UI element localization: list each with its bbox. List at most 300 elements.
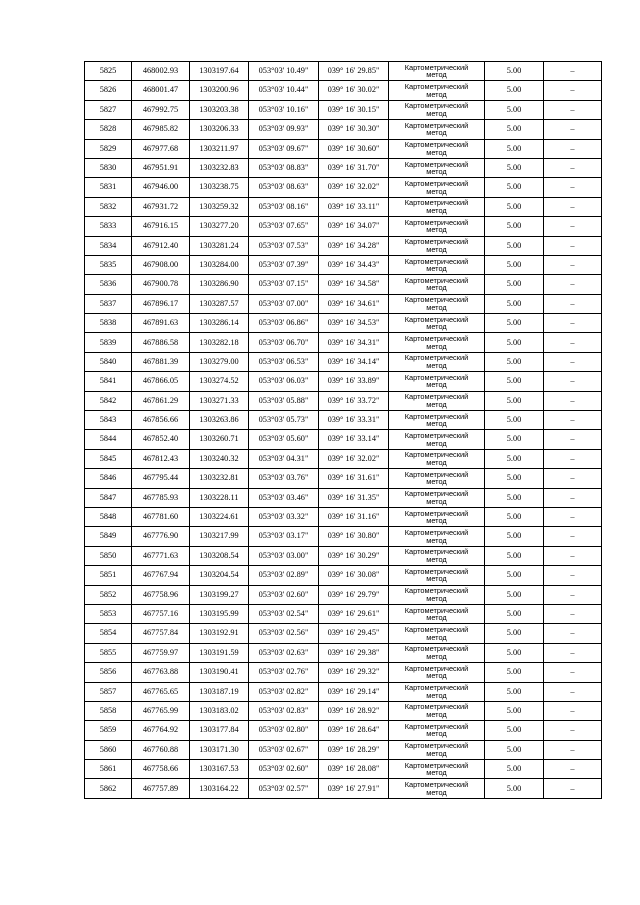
x-coordinate-cell: 467912.40 [132, 236, 190, 255]
method-line2: метод [426, 244, 447, 254]
method-line1: Картометрический [404, 508, 469, 518]
table-row [85, 469, 602, 488]
x-coordinate-cell: 467985.82 [132, 120, 190, 139]
longitude-cell: 039° 16' 31.16" [319, 507, 389, 526]
description-cell: – [544, 352, 602, 371]
x-coordinate-cell: 467758.66 [132, 760, 190, 779]
method-cell [389, 158, 485, 177]
point-number-cell: 5832 [85, 197, 132, 216]
point-number-cell: 5831 [85, 178, 132, 197]
x-coordinate-cell: 467992.75 [132, 100, 190, 119]
precision-cell: 5.00 [485, 663, 544, 682]
precision-cell: 5.00 [485, 721, 544, 740]
table-row [85, 546, 602, 565]
x-coordinate-cell: 467852.40 [132, 430, 190, 449]
method-cell [389, 430, 485, 449]
table-row [85, 779, 602, 798]
description-cell: – [544, 643, 602, 662]
longitude-cell: 039° 16' 30.60" [319, 139, 389, 158]
point-number-cell: 5859 [85, 721, 132, 740]
precision-cell: 5.00 [485, 178, 544, 197]
y-coordinate-cell: 1303274.52 [190, 372, 249, 391]
precision-cell: 5.00 [485, 100, 544, 119]
point-number-cell: 5828 [85, 120, 132, 139]
method-line1: Картометрический [404, 372, 469, 382]
longitude-cell: 039° 16' 30.30" [319, 120, 389, 139]
y-coordinate-cell: 1303238.75 [190, 178, 249, 197]
longitude-cell: 039° 16' 27.91" [319, 779, 389, 798]
description-cell: – [544, 178, 602, 197]
description-cell: – [544, 275, 602, 294]
y-coordinate-cell: 1303208.54 [190, 546, 249, 565]
x-coordinate-cell: 467866.05 [132, 372, 190, 391]
point-number-cell: 5847 [85, 488, 132, 507]
y-coordinate-cell: 1303197.64 [190, 62, 249, 81]
description-cell: – [544, 663, 602, 682]
method-line1: Картометрический [404, 256, 469, 266]
table-row [85, 158, 602, 177]
point-number-cell: 5844 [85, 430, 132, 449]
precision-cell: 5.00 [485, 352, 544, 371]
method-line1: Картометрический [404, 586, 469, 596]
method-cell [389, 624, 485, 643]
method-line1: Картометрический [404, 101, 469, 111]
longitude-cell: 039° 16' 29.45" [319, 624, 389, 643]
x-coordinate-cell: 467795.44 [132, 469, 190, 488]
latitude-cell: 053°03' 09.93" [249, 120, 319, 139]
precision-cell: 5.00 [485, 372, 544, 391]
longitude-cell: 039° 16' 32.02" [319, 449, 389, 468]
latitude-cell: 053°03' 06.70" [249, 333, 319, 352]
method-line1: Картометрический [404, 275, 469, 285]
table-body [85, 62, 602, 799]
precision-cell: 5.00 [485, 760, 544, 779]
precision-cell: 5.00 [485, 217, 544, 236]
latitude-cell: 053°03' 02.76" [249, 663, 319, 682]
latitude-cell: 053°03' 07.15" [249, 275, 319, 294]
method-line2: метод [426, 458, 447, 467]
latitude-cell: 053°03' 02.89" [249, 566, 319, 585]
precision-cell: 5.00 [485, 411, 544, 430]
x-coordinate-cell: 467763.88 [132, 663, 190, 682]
description-cell: – [544, 449, 602, 468]
point-number-cell: 5833 [85, 217, 132, 236]
method-cell [389, 333, 485, 352]
table-row [85, 740, 602, 759]
latitude-cell: 053°03' 02.67" [249, 740, 319, 759]
latitude-cell: 053°03' 02.83" [249, 701, 319, 720]
precision-cell: 5.00 [485, 585, 544, 604]
method-line1: Картометрический [404, 411, 469, 421]
longitude-cell: 039° 16' 29.14" [319, 682, 389, 701]
description-cell: – [544, 255, 602, 274]
y-coordinate-cell: 1303232.83 [190, 158, 249, 177]
description-cell: – [544, 507, 602, 526]
method-cell [389, 314, 485, 333]
latitude-cell: 053°03' 02.56" [249, 624, 319, 643]
method-line1: Картометрический [404, 527, 469, 537]
table-row [85, 62, 602, 81]
longitude-cell: 039° 16' 29.38" [319, 643, 389, 662]
method-cell [389, 411, 485, 430]
method-line1: Картометрический [404, 760, 469, 770]
description-cell: – [544, 624, 602, 643]
y-coordinate-cell: 1303204.54 [190, 566, 249, 585]
longitude-cell: 039° 16' 28.64" [319, 721, 389, 740]
x-coordinate-cell: 467908.00 [132, 255, 190, 274]
description-cell: – [544, 527, 602, 546]
y-coordinate-cell: 1303282.18 [190, 333, 249, 352]
latitude-cell: 053°03' 02.82" [249, 682, 319, 701]
point-number-cell: 5841 [85, 372, 132, 391]
table-row [85, 352, 602, 371]
x-coordinate-cell: 467977.68 [132, 139, 190, 158]
longitude-cell: 039° 16' 33.89" [319, 372, 389, 391]
table-row [85, 585, 602, 604]
method-cell [389, 275, 485, 294]
method-line2: метод [426, 128, 447, 138]
description-cell: – [544, 411, 602, 430]
y-coordinate-cell: 1303260.71 [190, 430, 249, 449]
method-line1: Картометрический [404, 721, 469, 731]
method-cell [389, 488, 485, 507]
point-number-cell: 5825 [85, 62, 132, 81]
method-cell [389, 643, 485, 662]
x-coordinate-cell: 467896.17 [132, 294, 190, 313]
y-coordinate-cell: 1303192.91 [190, 624, 249, 643]
precision-cell: 5.00 [485, 507, 544, 526]
method-line1: Картометрический [404, 624, 469, 634]
precision-cell: 5.00 [485, 197, 544, 216]
x-coordinate-cell: 467891.63 [132, 314, 190, 333]
x-coordinate-cell: 468002.93 [132, 62, 190, 81]
precision-cell: 5.00 [485, 236, 544, 255]
description-cell: – [544, 721, 602, 740]
method-line2: метод [426, 147, 447, 157]
longitude-cell: 039° 16' 29.32" [319, 663, 389, 682]
longitude-cell: 039° 16' 32.02" [319, 178, 389, 197]
x-coordinate-cell: 467760.88 [132, 740, 190, 759]
x-coordinate-cell: 467785.93 [132, 488, 190, 507]
method-line2: метод [426, 593, 447, 603]
method-line2: метод [426, 729, 447, 739]
x-coordinate-cell: 467886.58 [132, 333, 190, 352]
y-coordinate-cell: 1303164.22 [190, 779, 249, 798]
description-cell: – [544, 779, 602, 798]
method-line1: Картометрический [404, 314, 469, 324]
latitude-cell: 053°03' 02.60" [249, 585, 319, 604]
point-number-cell: 5839 [85, 333, 132, 352]
point-number-cell: 5849 [85, 527, 132, 546]
longitude-cell: 039° 16' 34.07" [319, 217, 389, 236]
method-cell [389, 449, 485, 468]
point-number-cell: 5830 [85, 158, 132, 177]
point-number-cell: 5858 [85, 701, 132, 720]
method-cell [389, 372, 485, 391]
method-line2: метод [426, 535, 447, 545]
description-cell: – [544, 740, 602, 759]
method-line1: Картометрический [404, 81, 469, 91]
table-row [85, 721, 602, 740]
point-number-cell: 5834 [85, 236, 132, 255]
description-cell: – [544, 604, 602, 623]
method-line1: Картометрический [404, 334, 469, 344]
method-line2: метод [426, 70, 447, 80]
method-line1: Картометрический [404, 392, 469, 402]
y-coordinate-cell: 1303232.81 [190, 469, 249, 488]
precision-cell: 5.00 [485, 469, 544, 488]
method-line2: метод [426, 768, 447, 778]
description-cell: – [544, 546, 602, 565]
latitude-cell: 053°03' 03.32" [249, 507, 319, 526]
method-line2: метод [426, 419, 447, 429]
y-coordinate-cell: 1303195.99 [190, 604, 249, 623]
method-cell [389, 663, 485, 682]
point-number-cell: 5837 [85, 294, 132, 313]
y-coordinate-cell: 1303284.00 [190, 255, 249, 274]
table-row [85, 507, 602, 526]
method-line1: Картометрический [404, 566, 469, 576]
coordinates-table-page [84, 61, 601, 799]
method-line1: Картометрический [404, 178, 469, 188]
method-line2: метод [426, 496, 447, 506]
x-coordinate-cell: 467781.60 [132, 507, 190, 526]
method-cell [389, 507, 485, 526]
method-line1: Картометрический [404, 469, 469, 479]
longitude-cell: 039° 16' 34.61" [319, 294, 389, 313]
method-line2: метод [426, 554, 447, 564]
latitude-cell: 053°03' 07.39" [249, 255, 319, 274]
method-line1: Картометрический [404, 353, 469, 363]
method-line2: метод [426, 225, 447, 235]
table-row [85, 333, 602, 352]
description-cell: – [544, 81, 602, 100]
point-number-cell: 5842 [85, 391, 132, 410]
longitude-cell: 039° 16' 28.29" [319, 740, 389, 759]
longitude-cell: 039° 16' 30.80" [319, 527, 389, 546]
description-cell: – [544, 139, 602, 158]
latitude-cell: 053°03' 06.53" [249, 352, 319, 371]
description-cell: – [544, 236, 602, 255]
method-line2: метод [426, 438, 447, 448]
precision-cell: 5.00 [485, 488, 544, 507]
method-cell [389, 100, 485, 119]
method-line1: Картометрический [404, 741, 469, 751]
latitude-cell: 053°03' 07.00" [249, 294, 319, 313]
method-cell [389, 352, 485, 371]
method-line2: метод [426, 516, 447, 526]
x-coordinate-cell: 467765.65 [132, 682, 190, 701]
x-coordinate-cell: 467765.99 [132, 701, 190, 720]
table-row [85, 255, 602, 274]
method-line2: метод [426, 205, 447, 215]
latitude-cell: 053°03' 08.16" [249, 197, 319, 216]
longitude-cell: 039° 16' 28.08" [319, 760, 389, 779]
x-coordinate-cell: 467900.78 [132, 275, 190, 294]
longitude-cell: 039° 16' 29.85" [319, 62, 389, 81]
method-cell [389, 721, 485, 740]
y-coordinate-cell: 1303259.32 [190, 197, 249, 216]
latitude-cell: 053°03' 07.65" [249, 217, 319, 236]
y-coordinate-cell: 1303190.41 [190, 663, 249, 682]
method-line2: метод [426, 302, 447, 312]
method-line1: Картометрический [404, 547, 469, 557]
point-number-cell: 5848 [85, 507, 132, 526]
method-line1: Картометрический [404, 450, 469, 460]
method-line1: Картометрический [404, 780, 469, 790]
x-coordinate-cell: 467776.90 [132, 527, 190, 546]
point-number-cell: 5846 [85, 469, 132, 488]
table-row [85, 488, 602, 507]
method-cell [389, 391, 485, 410]
y-coordinate-cell: 1303281.24 [190, 236, 249, 255]
y-coordinate-cell: 1303177.84 [190, 721, 249, 740]
longitude-cell: 039° 16' 33.72" [319, 391, 389, 410]
latitude-cell: 053°03' 04.31" [249, 449, 319, 468]
precision-cell: 5.00 [485, 449, 544, 468]
latitude-cell: 053°03' 03.00" [249, 546, 319, 565]
precision-cell: 5.00 [485, 120, 544, 139]
method-line2: метод [426, 399, 447, 409]
method-line2: метод [426, 574, 447, 584]
method-cell [389, 62, 485, 81]
method-line2: метод [426, 283, 447, 293]
x-coordinate-cell: 467916.15 [132, 217, 190, 236]
description-cell: – [544, 585, 602, 604]
y-coordinate-cell: 1303286.90 [190, 275, 249, 294]
description-cell: – [544, 430, 602, 449]
method-cell [389, 682, 485, 701]
longitude-cell: 039° 16' 34.31" [319, 333, 389, 352]
y-coordinate-cell: 1303240.32 [190, 449, 249, 468]
point-number-cell: 5861 [85, 760, 132, 779]
y-coordinate-cell: 1303183.02 [190, 701, 249, 720]
point-number-cell: 5857 [85, 682, 132, 701]
description-cell: – [544, 682, 602, 701]
method-cell [389, 139, 485, 158]
table-row [85, 81, 602, 100]
point-number-cell: 5852 [85, 585, 132, 604]
point-number-cell: 5827 [85, 100, 132, 119]
method-line2: метод [426, 787, 447, 797]
table-row [85, 120, 602, 139]
x-coordinate-cell: 467881.39 [132, 352, 190, 371]
method-cell [389, 255, 485, 274]
longitude-cell: 039° 16' 31.35" [319, 488, 389, 507]
precision-cell: 5.00 [485, 624, 544, 643]
longitude-cell: 039° 16' 34.43" [319, 255, 389, 274]
table-row [85, 624, 602, 643]
table-row [85, 527, 602, 546]
longitude-cell: 039° 16' 33.14" [319, 430, 389, 449]
point-number-cell: 5838 [85, 314, 132, 333]
method-line2: метод [426, 264, 447, 274]
method-cell [389, 469, 485, 488]
latitude-cell: 053°03' 02.57" [249, 779, 319, 798]
table-row [85, 604, 602, 623]
table-row [85, 430, 602, 449]
latitude-cell: 053°03' 02.63" [249, 643, 319, 662]
method-cell [389, 120, 485, 139]
description-cell: – [544, 314, 602, 333]
table-row [85, 372, 602, 391]
description-cell: – [544, 488, 602, 507]
method-line1: Картометрический [404, 683, 469, 693]
table-row [85, 411, 602, 430]
method-line2: метод [426, 167, 447, 177]
latitude-cell: 053°03' 05.73" [249, 411, 319, 430]
latitude-cell: 053°03' 02.80" [249, 721, 319, 740]
latitude-cell: 053°03' 02.60" [249, 760, 319, 779]
y-coordinate-cell: 1303287.57 [190, 294, 249, 313]
point-number-cell: 5856 [85, 663, 132, 682]
latitude-cell: 053°03' 06.86" [249, 314, 319, 333]
point-number-cell: 5843 [85, 411, 132, 430]
method-line1: Картометрический [404, 62, 469, 72]
precision-cell: 5.00 [485, 779, 544, 798]
description-cell: – [544, 469, 602, 488]
longitude-cell: 039° 16' 34.14" [319, 352, 389, 371]
y-coordinate-cell: 1303279.00 [190, 352, 249, 371]
precision-cell: 5.00 [485, 643, 544, 662]
precision-cell: 5.00 [485, 566, 544, 585]
latitude-cell: 053°03' 03.17" [249, 527, 319, 546]
latitude-cell: 053°03' 09.67" [249, 139, 319, 158]
point-number-cell: 5836 [85, 275, 132, 294]
method-line1: Картометрический [404, 159, 469, 169]
point-number-cell: 5829 [85, 139, 132, 158]
precision-cell: 5.00 [485, 740, 544, 759]
y-coordinate-cell: 1303203.38 [190, 100, 249, 119]
precision-cell: 5.00 [485, 139, 544, 158]
longitude-cell: 039° 16' 30.08" [319, 566, 389, 585]
method-line1: Картометрический [404, 702, 469, 712]
table-row [85, 100, 602, 119]
table-row [85, 217, 602, 236]
method-cell [389, 604, 485, 623]
method-cell [389, 81, 485, 100]
latitude-cell: 053°03' 03.46" [249, 488, 319, 507]
method-line2: метод [426, 710, 447, 720]
y-coordinate-cell: 1303200.96 [190, 81, 249, 100]
method-line1: Картометрический [404, 217, 469, 227]
method-line2: метод [426, 671, 447, 681]
table-row [85, 566, 602, 585]
precision-cell: 5.00 [485, 314, 544, 333]
longitude-cell: 039° 16' 29.61" [319, 604, 389, 623]
y-coordinate-cell: 1303211.97 [190, 139, 249, 158]
table-row [85, 701, 602, 720]
description-cell: – [544, 217, 602, 236]
x-coordinate-cell: 467812.43 [132, 449, 190, 468]
y-coordinate-cell: 1303271.33 [190, 391, 249, 410]
method-cell [389, 294, 485, 313]
method-line2: метод [426, 89, 447, 99]
description-cell: – [544, 760, 602, 779]
description-cell: – [544, 62, 602, 81]
x-coordinate-cell: 467758.96 [132, 585, 190, 604]
table-row [85, 663, 602, 682]
method-line2: метод [426, 748, 447, 758]
description-cell: – [544, 294, 602, 313]
method-line2: метод [426, 108, 447, 118]
table-row [85, 682, 602, 701]
method-line1: Картометрический [404, 140, 469, 150]
longitude-cell: 039° 16' 30.29" [319, 546, 389, 565]
y-coordinate-cell: 1303286.14 [190, 314, 249, 333]
method-cell [389, 585, 485, 604]
method-cell [389, 197, 485, 216]
